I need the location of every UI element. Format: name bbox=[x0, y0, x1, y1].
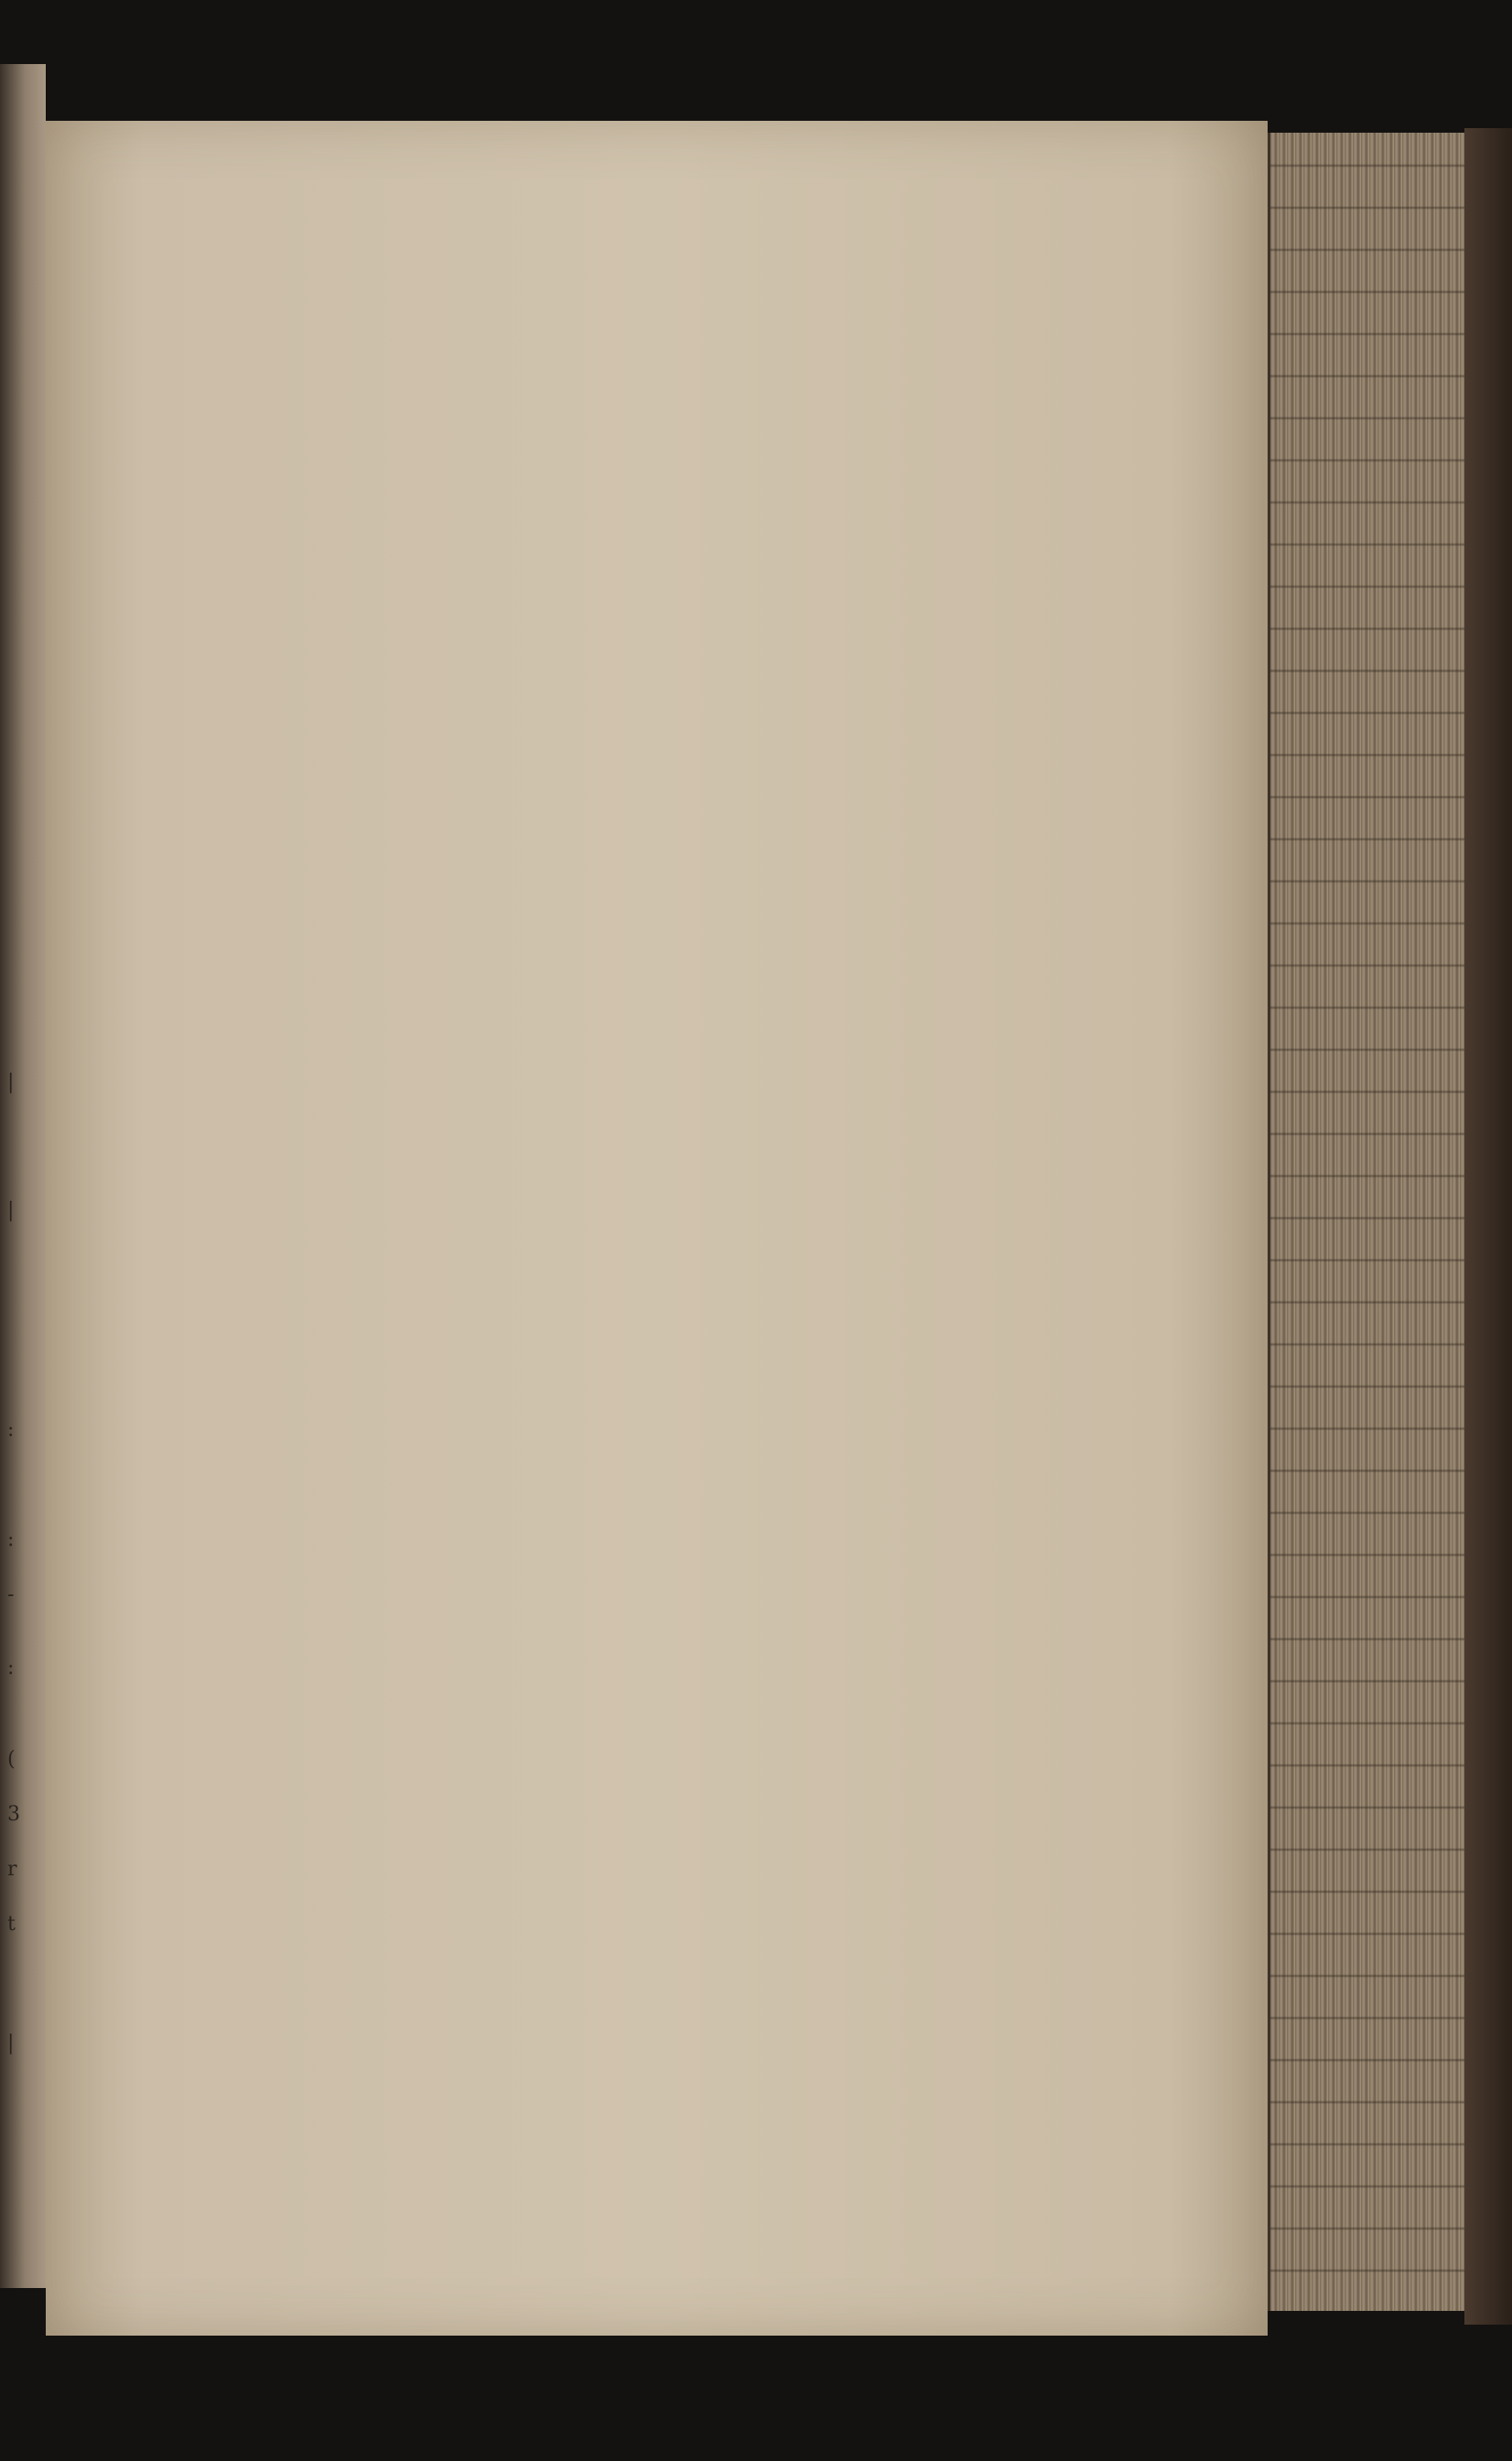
page-edge-texture bbox=[1270, 133, 1467, 2311]
facing-page-marks: | | : : - : ( 3 r t | bbox=[7, 1071, 20, 2055]
book-cover-edge bbox=[1464, 128, 1512, 2325]
book-page bbox=[46, 121, 1268, 2336]
facing-page-edge bbox=[0, 64, 46, 2288]
book-page-edges bbox=[1268, 133, 1467, 2311]
